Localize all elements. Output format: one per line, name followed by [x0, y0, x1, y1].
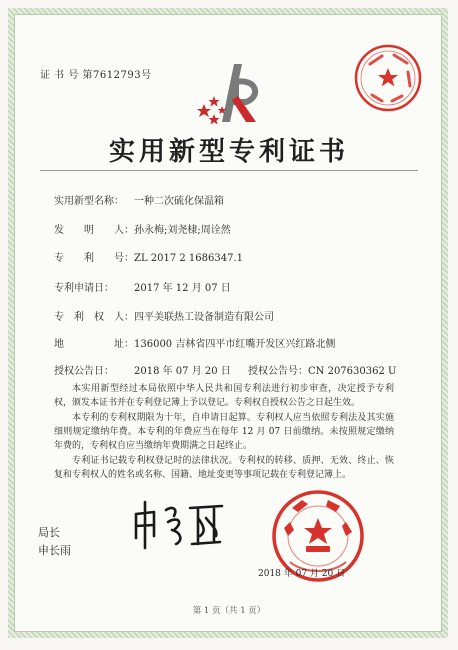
title-divider	[40, 170, 418, 171]
field-value: ZL 2017 2 1686347.1	[134, 253, 244, 264]
certificate-number: 证 书 号 第7612793号	[40, 70, 152, 81]
page-footer: 第 1 页（共 1 页）	[192, 606, 266, 616]
field-grant-number	[248, 362, 396, 377]
certificate-title: 实用新型专利证书	[108, 137, 349, 167]
field-application-date	[54, 279, 231, 294]
field-value: 孙永梅;刘尧棣;周诠然	[134, 225, 231, 236]
field-label: 专 利 权 人：	[54, 312, 134, 323]
field-value: 136000 吉林省四平市红嘴开发区兴红路北侧	[134, 339, 336, 350]
field-label: 授权公告号：	[248, 366, 308, 377]
field-address	[54, 335, 335, 350]
seal-date: 2018 年 07 月 20 日	[258, 569, 346, 579]
field-label: 专 利 号：	[54, 253, 134, 264]
field-grant-date	[54, 362, 231, 377]
patent-office-logo-icon	[192, 56, 268, 132]
director-name: 申长雨	[38, 544, 71, 557]
field-value: CN 207630362 U	[308, 366, 397, 377]
top-seal-stamp-icon	[352, 42, 424, 114]
field-label: 授权公告日：	[54, 366, 114, 377]
field-label: 地 址：	[54, 339, 134, 350]
field-value: 2017 年 12 月 07 日	[134, 283, 231, 294]
field-patent-number	[54, 249, 243, 264]
director-block	[38, 524, 71, 560]
paragraph-term-and-fees: 本专利的专利权期限为十年，自申请日起算。专利权人应当依照专利法及其实施细则规定缴纳年费。本专利的年费应当在每年 12 月 07 日前缴纳。未按照规定缴纳年费的，专利权自应当缴纳年费期满之日起终止。	[54, 413, 394, 451]
field-label: 发 明 人：	[54, 225, 134, 236]
director-signature-icon	[128, 496, 228, 552]
director-title: 局长	[38, 526, 60, 539]
field-label: 专利申请日：	[54, 283, 114, 294]
field-patentee	[54, 308, 274, 323]
field-value: 2018 年 07 月 20 日	[134, 366, 231, 377]
field-value: 四平美联热工设备制造有限公司	[134, 312, 274, 323]
paragraph-grant-decision: 本实用新型经过本局依照中华人民共和国专利法进行初步审查，决定授予专利权，颁发本证书并在专利登记簿上予以登记。专利权自授权公告之日起生效。	[54, 384, 394, 408]
field-value: 一种二次硫化保温箱	[134, 196, 224, 207]
field-inventors	[54, 221, 231, 236]
paragraph-legal-status: 专利证书记载专利权登记时的法律状况。专利权的转移、质押、无效、终止、恢复和专利权人的姓名或名称、国籍、地址变更等事项记载在专利登记簿上。	[54, 456, 394, 480]
field-utility-model-name	[54, 192, 224, 207]
field-label: 实用新型名称：	[54, 196, 124, 207]
